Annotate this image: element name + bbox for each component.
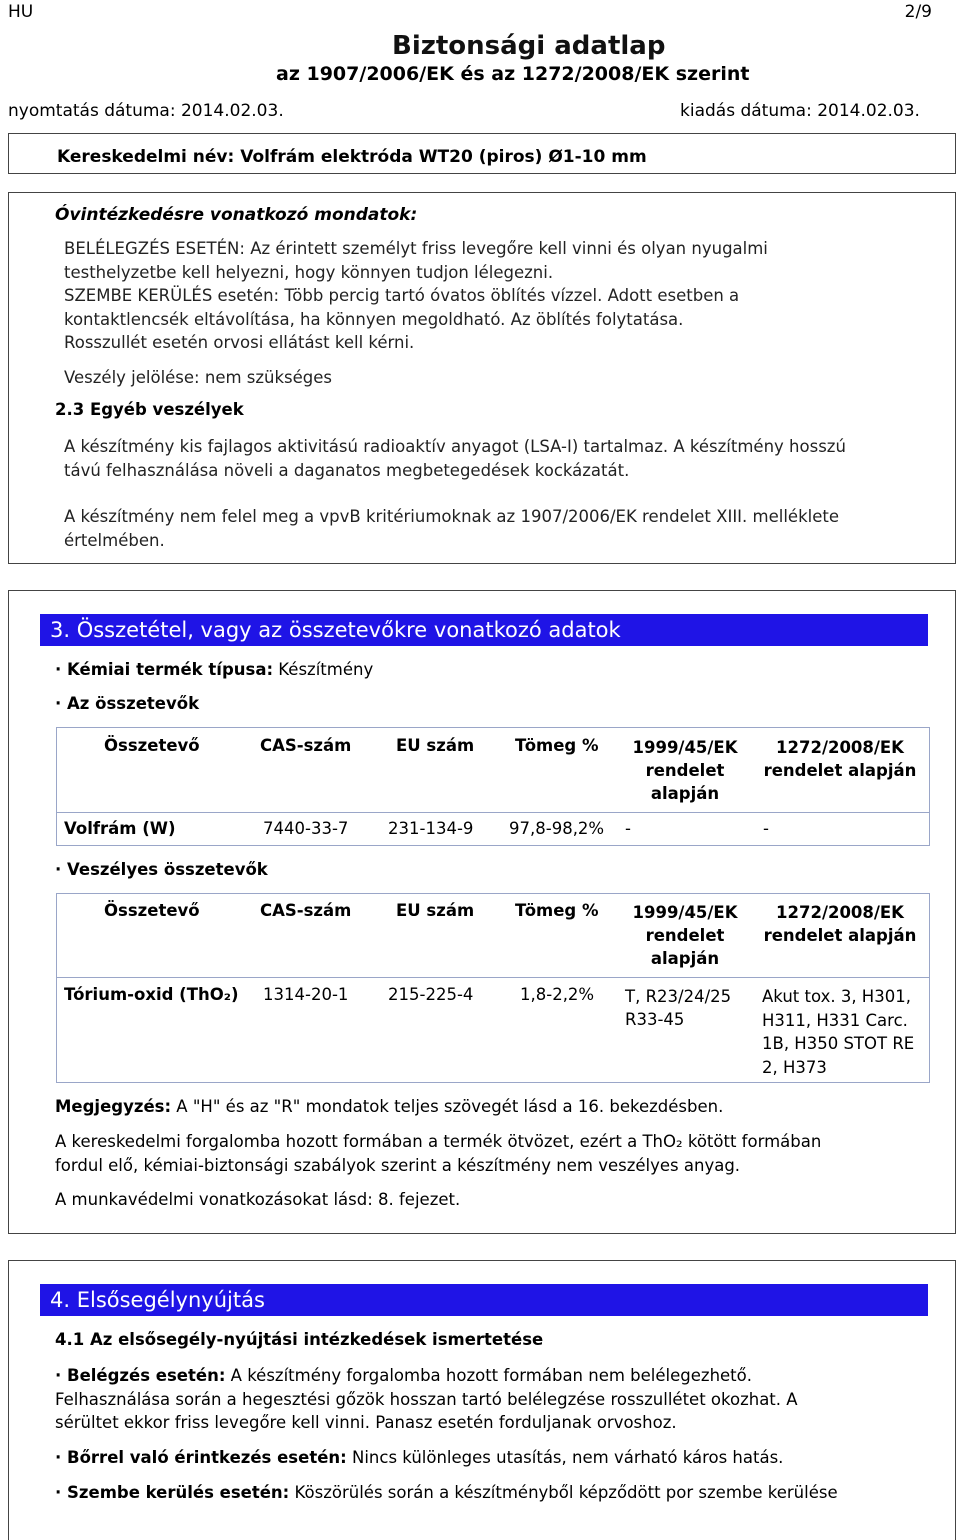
trade-name: Kereskedelmi név: Volfrám elektróda WT20 (piros) Ø1-10 mm: [57, 147, 647, 167]
col-header-eu: EU szám: [396, 901, 475, 920]
col-header-component: Összetevő: [104, 736, 200, 755]
component-cas: 7440-33-7: [263, 819, 349, 838]
component-mass: 97,8-98,2%: [509, 819, 605, 838]
dangerous-cas: 1314-20-1: [263, 985, 349, 1004]
document-title: Biztonsági adatlap: [392, 31, 666, 61]
inhalation-text: A készítmény forgalomba hozott formában nem belélegezhető.: [225, 1366, 752, 1385]
col-header-mass: Tömeg %: [515, 901, 599, 920]
product-type: [55, 660, 373, 679]
alloy-note: [55, 1130, 821, 1177]
eye-contact-text: Köszörülés során a készítményből képződött por szembe kerülése: [289, 1483, 838, 1502]
other-hazards-heading: 2.3 Egyéb veszélyek: [55, 400, 244, 419]
col-header-cas: CAS-szám: [260, 736, 352, 755]
dangerous-eu: 215-225-4: [388, 985, 474, 1004]
note-label: Megjegyzés:: [55, 1097, 172, 1116]
print-date: nyomtatás dátuma: 2014.02.03.: [8, 101, 284, 121]
precaution-line: BELÉLEGZÉS ESETÉN: Az érintett személyt friss levegőre kell vinni és olyan nyugalmi: [64, 239, 768, 258]
precaution-line: kontaktlencsék eltávolítása, ha könnyen megoldható. Az öblítés folytatása.: [64, 309, 684, 329]
skin-contact: [55, 1446, 783, 1470]
precaution-line: Rosszullét esetén orvosi ellátást kell kérni.: [64, 333, 415, 352]
col-header-mass: Tömeg %: [515, 736, 599, 755]
alloy-line: fordul elő, kémiai-biztonsági szabályok szerint a készítmény nem veszélyes anyag.: [55, 1155, 741, 1175]
component-eu: 231-134-9: [388, 819, 474, 838]
work-safety-note: A munkavédelmi vonatkozásokat lásd: 8. fejezet.: [55, 1190, 461, 1209]
col-header-regulation: 1272/2008/EK rendelet alapján: [763, 738, 917, 780]
dangerous-regulation: Akut tox. 3, H301, H311, H331 Carc. 1B, H350 STOT RE 2, H373: [762, 987, 915, 1077]
inhalation-line: Felhasználása során a hegesztési gőzök hosszan tartó belélegzése rosszullétet okozhat. A: [55, 1389, 798, 1409]
dangerous-table-divider: [56, 977, 930, 978]
skin-contact-label: · Bőrrel való érintkezés esetén:: [55, 1448, 347, 1467]
document-subtitle: az 1907/2006/EK és az 1272/2008/EK szerint: [276, 63, 750, 85]
dangerous-name: Tórium-oxid (ThO₂): [64, 985, 239, 1004]
pbt-line: A készítmény nem felel meg a vpvB kritériumoknak az 1907/2006/EK rendelet XIII. melléklete: [64, 507, 839, 526]
col-header-cas: CAS-szám: [260, 901, 352, 920]
component-regulation: -: [763, 819, 769, 838]
alloy-line: A kereskedelmi forgalomba hozott formában a termék ötvözet, ezért a ThO₂ kötött formában: [55, 1132, 822, 1151]
eye-contact: [55, 1481, 838, 1505]
issue-date: kiadás dátuma: 2014.02.03.: [680, 101, 920, 121]
skin-contact-text: Nincs különleges utasítás, nem várható káros hatás.: [346, 1448, 784, 1467]
hazard-line: A készítmény kis fajlagos aktivitású radioaktív anyagot (LSA-I) tartalmaz. A készítmény hosszú: [64, 437, 846, 456]
note: [55, 1097, 723, 1116]
trade-name-box: [8, 133, 956, 174]
precaution-heading: Óvintézkedésre vonatkozó mondatok:: [55, 205, 418, 225]
inhalation-block: [55, 1364, 798, 1435]
pbt-line: értelmében.: [64, 530, 165, 550]
note-text: A "H" és az "R" mondatok teljes szövegét lásd a 16. bekezdésben.: [171, 1097, 724, 1116]
danger-marking: Veszély jelölése: nem szükséges: [64, 368, 333, 387]
eye-contact-label: · Szembe kerülés esetén:: [55, 1483, 290, 1502]
inhalation-label: · Belégzés esetén:: [55, 1366, 226, 1385]
precaution-line: SZEMBE KERÜLÉS esetén: Több percig tartó óvatos öblítés vízzel. Adott esetben a: [64, 286, 740, 305]
other-hazards-text: [64, 435, 846, 482]
product-type-label: · Kémiai termék típusa:: [55, 660, 274, 679]
precaution-line: testhelyzetbe kell helyezni, hogy könnyen tudjon lélegezni.: [64, 262, 554, 282]
inhalation-line: sérültet ekkor friss levegőre kell vinni. Panasz esetén forduljanak orvoshoz.: [55, 1413, 677, 1432]
pbt-text: [64, 505, 839, 552]
components-label: · Az összetevők: [55, 694, 200, 713]
language-code: HU: [8, 2, 34, 22]
page-number: 2/9: [904, 2, 932, 22]
section-3-title: 3. Összetétel, vagy az összetevőkre vonatkozó adatok: [40, 614, 928, 646]
section-4-title: 4. Elsősegélynyújtás: [40, 1284, 928, 1316]
dangerous-components-label: · Veszélyes összetevők: [55, 860, 268, 879]
dangerous-mass: 1,8-2,2%: [520, 985, 595, 1004]
component-name: Volfrám (W): [64, 819, 176, 838]
component-directive: -: [625, 819, 631, 838]
col-header-directive: 1999/45/EK rendelet alapján: [632, 738, 738, 803]
col-header-regulation: 1272/2008/EK rendelet alapján: [763, 903, 917, 945]
hazard-line: távú felhasználása növeli a daganatos megbetegedések kockázatát.: [64, 460, 630, 480]
first-aid-subheading: 4.1 Az elsősegély-nyújtási intézkedések ismertetése: [55, 1330, 544, 1349]
col-header-eu: EU szám: [396, 736, 475, 755]
product-type-value: Készítmény: [273, 660, 374, 679]
dangerous-directive: T, R23/24/25 R33-45: [625, 987, 732, 1029]
col-header-directive: 1999/45/EK rendelet alapján: [632, 903, 738, 968]
precaution-text: [64, 237, 768, 355]
components-table-divider: [56, 812, 930, 813]
col-header-component: Összetevő: [104, 901, 200, 920]
